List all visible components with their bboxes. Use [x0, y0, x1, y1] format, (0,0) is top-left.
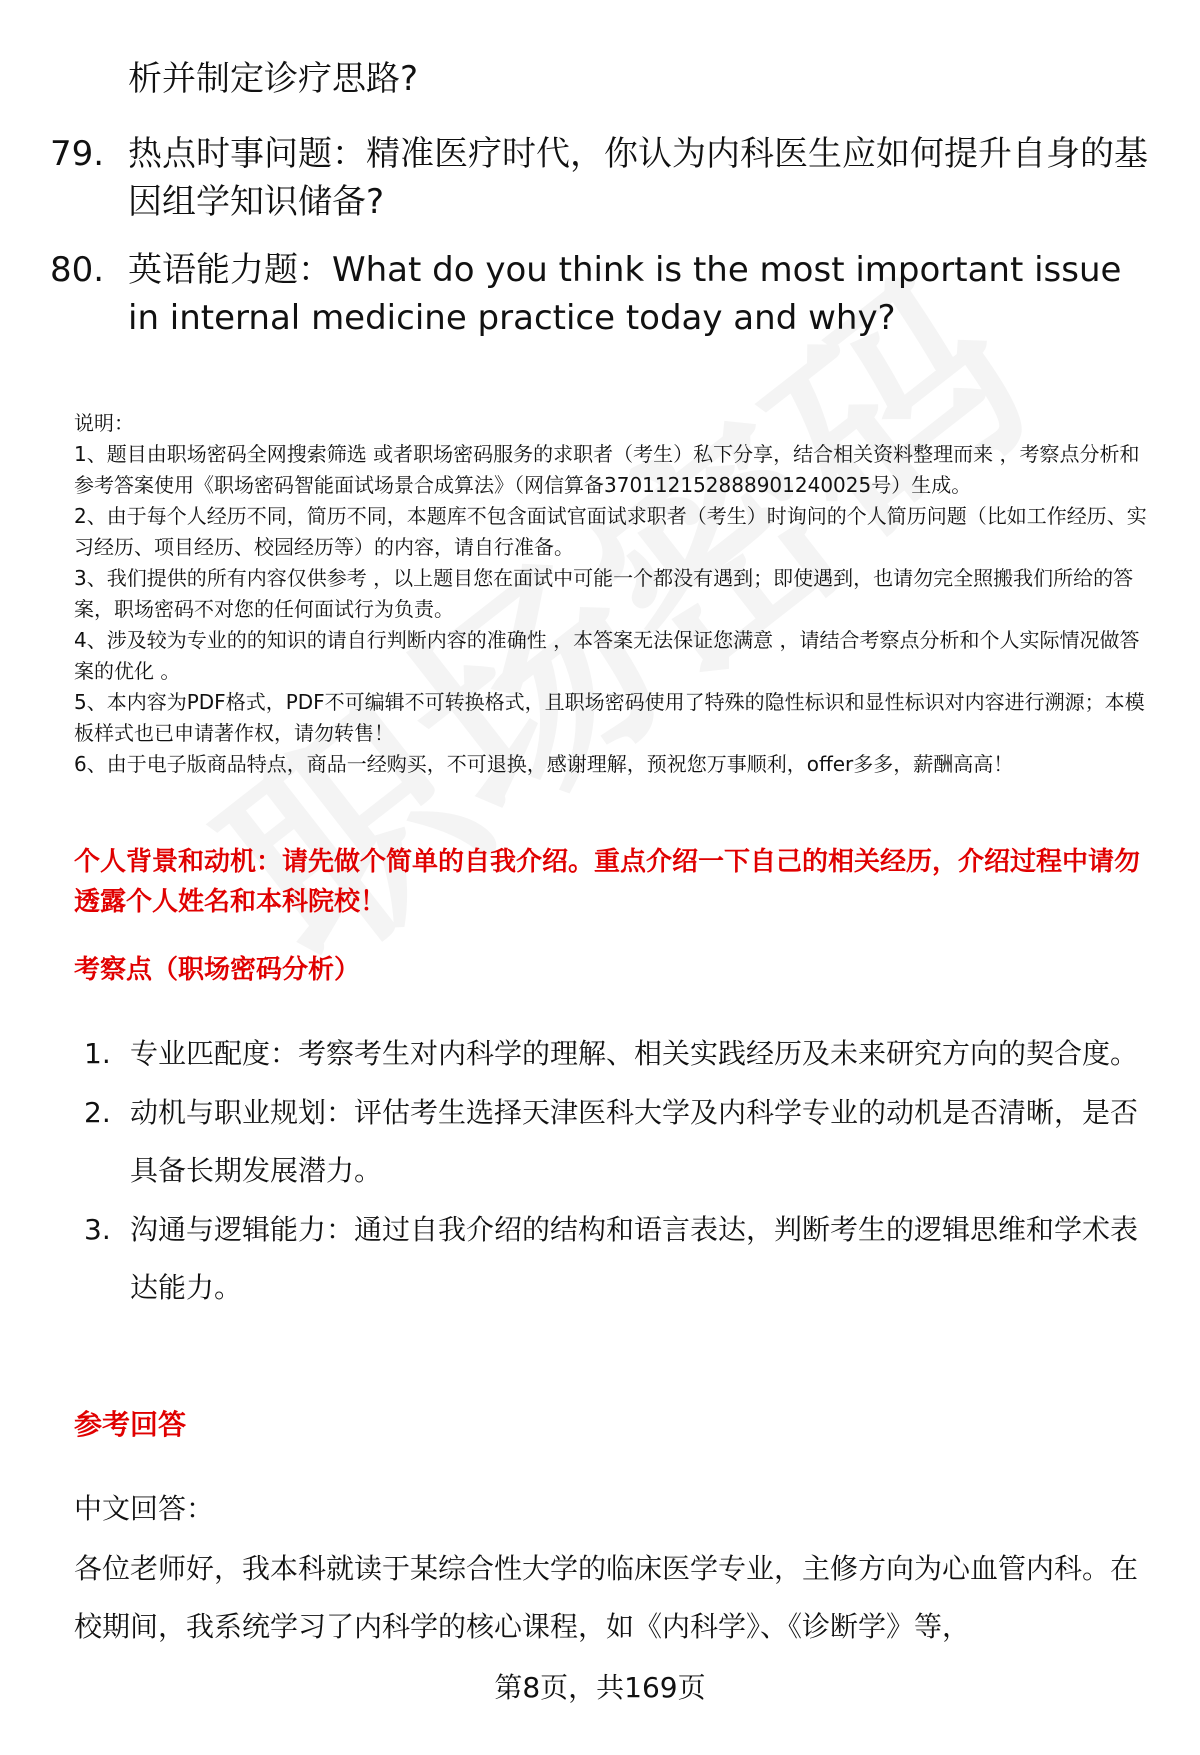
list-item	[74, 1201, 1159, 1317]
question-number: 79.	[50, 134, 105, 174]
list-item-number: 2.	[84, 1096, 111, 1129]
question-number: 80.	[50, 250, 105, 290]
answer-body: 各位老师好，我本科就读于某综合性大学的临床医学专业，主修方向为心血管内科。在校期间，我系统学习了内科学的核心课程，如《内科学》、《诊断学》等，	[74, 1552, 1139, 1643]
list-item	[74, 1084, 1159, 1200]
question-78-continuation: 析并制定诊疗思路?	[128, 59, 419, 99]
reference-answer-heading: 参考回答	[74, 1408, 187, 1441]
answer-language-label: 中文回答：	[74, 1492, 215, 1525]
note-item: 4、涉及较为专业的的知识的请自行判断内容的准确性 ，本答案无法保证您满意 ，请结合考察点分析和个人实际情况做答案的优化 。	[74, 628, 1140, 683]
note-item: 2、由于每个人经历不同，简历不同，本题库不包含面试官面试求职者（考生）时询问的个人简历问题（比如工作经历、实习经历、项目经历、校园经历等）的内容，请自行准备。	[74, 504, 1147, 559]
list-item-text: 沟通与逻辑能力：通过自我介绍的结构和语言表达，判断考生的逻辑思维和学术表达能力。	[130, 1213, 1139, 1304]
question-text: 英语能力题：What do you think is the most important issue in internal medicine practice today and why?	[128, 250, 1122, 338]
kaochadian-heading: 考察点（职场密码分析）	[74, 955, 361, 985]
list-item-number: 1.	[84, 1037, 111, 1070]
notes-title: 说明：	[74, 411, 134, 435]
page-footer: 第8页，共169页	[494, 1671, 706, 1704]
question-80	[50, 246, 1150, 342]
list-item-number: 3.	[84, 1213, 111, 1246]
question-text: 热点时事问题：精准医疗时代，你认为内科医生应如何提升自身的基因组学知识储备?	[128, 134, 1148, 222]
note-item: 6、由于电子版商品特点，商品一经购买，不可退换，感谢理解，预祝您万事顺利，offer多多，薪酬高高！	[74, 752, 1014, 776]
note-item: 1、题目由职场密码全网搜索筛选 或者职场密码服务的求职者（考生）私下分享，结合相关资料整理而来 ，考察点分析和参考答案使用《职场密码智能面试场景合成算法》（网信算备370112152888901240025号）生成。	[74, 442, 1140, 497]
question-79	[50, 130, 1150, 226]
kaochadian-list	[74, 1025, 1159, 1318]
notes-section	[74, 408, 1159, 780]
note-item: 5、本内容为PDF格式，PDF不可编辑不可转换格式，且职场密码使用了特殊的隐性标识和显性标识对内容进行溯源；本模板样式也已申请著作权，请勿转售！	[74, 690, 1145, 745]
intro-question: 个人背景和动机：请先做个简单的自我介绍。重点介绍一下自己的相关经历，介绍过程中请勿透露个人姓名和本科院校！	[74, 847, 1141, 917]
list-item	[74, 1025, 1159, 1083]
note-item: 3、我们提供的所有内容仅供参考 ，以上题目您在面试中可能一个都没有遇到；即使遇到，也请勿完全照搬我们所给的答案，职场密码不对您的任何面试行为负责。	[74, 566, 1134, 621]
list-item-text: 动机与职业规划：评估考生选择天津医科大学及内科学专业的动机是否清晰，是否具备长期发展潜力。	[130, 1096, 1139, 1187]
list-item-text: 专业匹配度：考察考生对内科学的理解、相关实践经历及未来研究方向的契合度。	[130, 1037, 1139, 1070]
